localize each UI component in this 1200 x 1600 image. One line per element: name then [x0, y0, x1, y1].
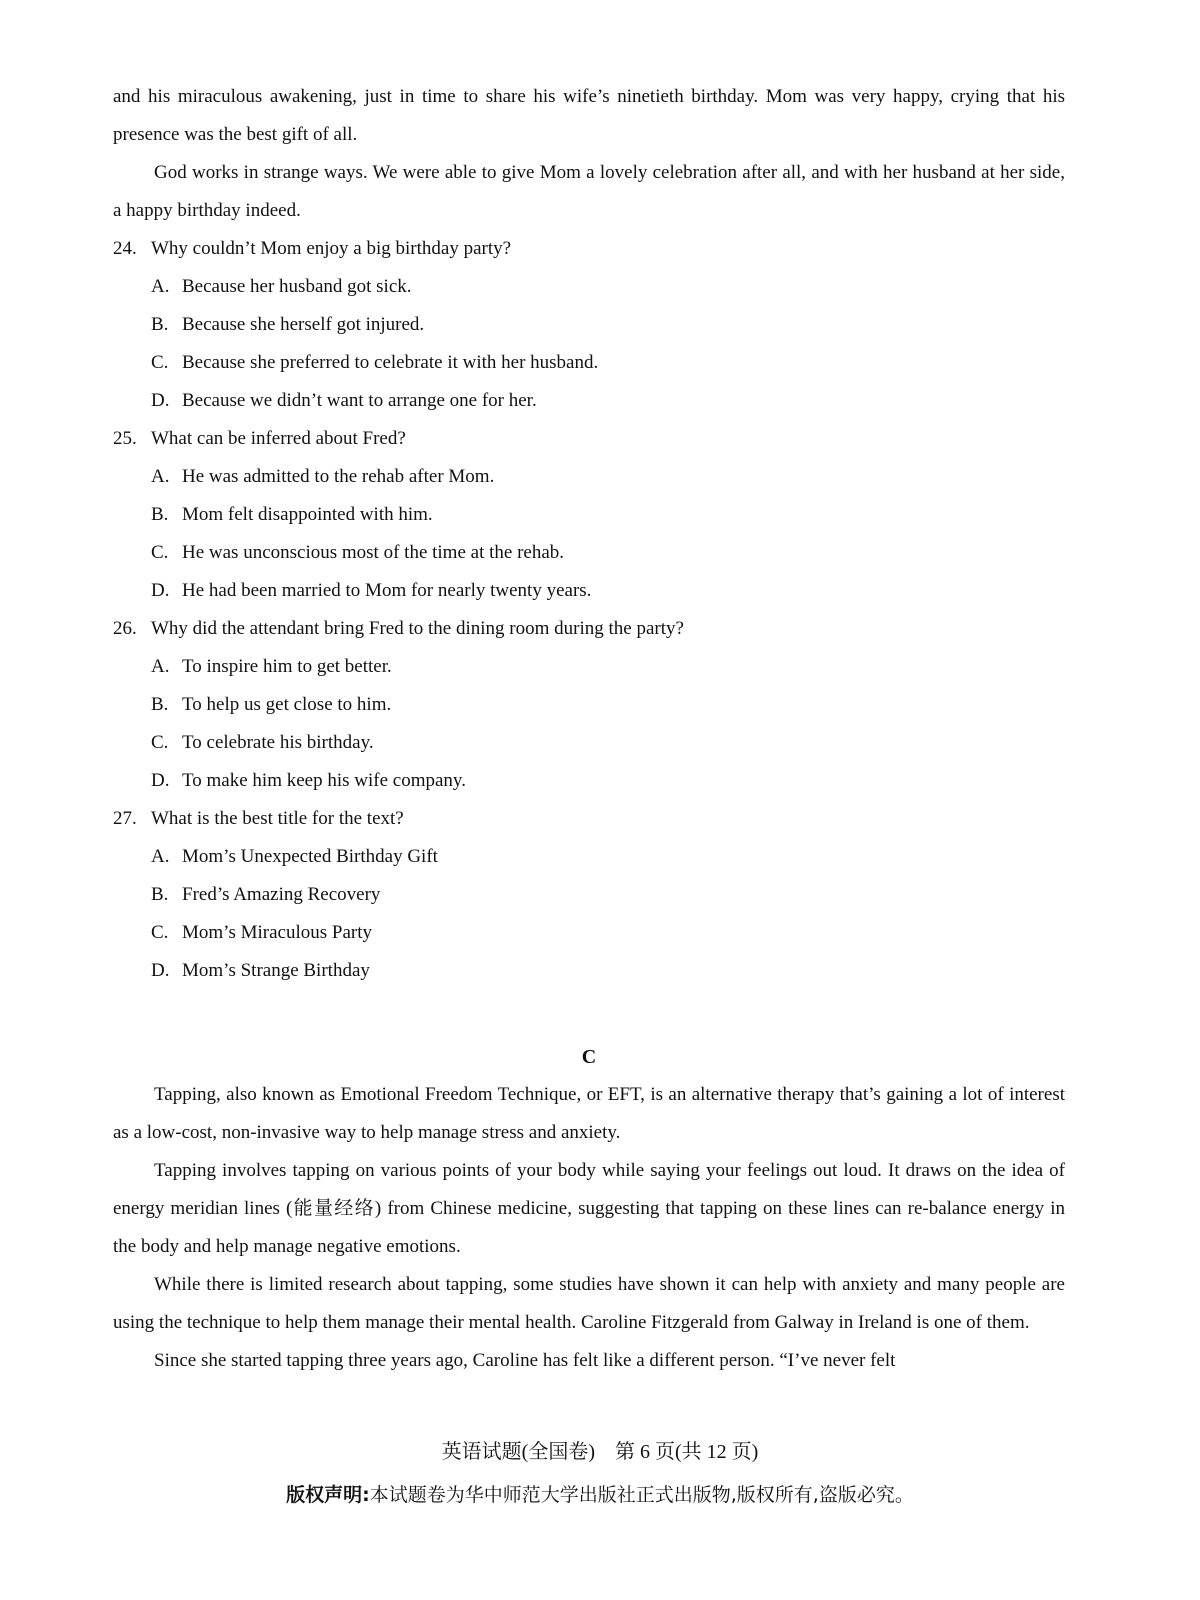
- question-24: [113, 230, 1065, 420]
- question-25: [113, 420, 1065, 610]
- section-title: C: [581, 1046, 597, 1068]
- option-d: [113, 762, 1065, 800]
- option-letter: B.: [151, 504, 169, 525]
- option-b: [113, 496, 1065, 534]
- question-text: Why did the attendant bring Fred to the dining room during the party?: [151, 618, 684, 639]
- option-text: Fred’s Amazing Recovery: [182, 884, 381, 905]
- question-text: What can be inferred about Fred?: [151, 428, 406, 449]
- copyright-text: 本试题卷为华中师范大学出版社正式出版物,版权所有,盗版必究。: [369, 1484, 914, 1506]
- question-text: Why couldn’t Mom enjoy a big birthday party?: [151, 238, 512, 259]
- option-text: Mom’s Unexpected Birthday Gift: [182, 846, 438, 867]
- option-c: [113, 534, 1065, 572]
- option-text: To help us get close to him.: [182, 694, 392, 715]
- option-letter: C.: [151, 732, 169, 753]
- option-b: [113, 306, 1065, 344]
- option-text: He was admitted to the rehab after Mom.: [182, 466, 495, 487]
- question-text: What is the best title for the text?: [151, 808, 404, 829]
- option-letter: A.: [151, 276, 170, 297]
- passage-paragraph: and his miraculous awakening, just in time to share his wife’s ninetieth birthday. Mom was very happy, crying that his presence was the best gift of all.: [113, 86, 1065, 145]
- passage-paragraph: Tapping, also known as Emotional Freedom Technique, or EFT, is an alternative therapy that’s gaining a lot of interest as a low-cost, non-invasive way to help manage stress and anxiety.: [113, 1084, 1065, 1143]
- option-text: Because we didn’t want to arrange one for her.: [182, 390, 537, 411]
- option-d: [113, 382, 1065, 420]
- copyright-label: 版权声明:: [286, 1484, 370, 1506]
- option-letter: D.: [151, 390, 170, 411]
- question-number: 26.: [113, 618, 137, 639]
- option-letter: B.: [151, 884, 169, 905]
- option-letter: C.: [151, 922, 169, 943]
- option-letter: D.: [151, 770, 170, 791]
- page-footer: 英语试题(全国卷) 第 6 页(共 12 页): [441, 1441, 759, 1463]
- option-a: [113, 838, 1065, 876]
- option-text: To celebrate his birthday.: [182, 732, 374, 753]
- option-c: [113, 724, 1065, 762]
- option-d: [113, 952, 1065, 990]
- option-letter: A.: [151, 466, 170, 487]
- passage-paragraph: While there is limited research about tapping, some studies have shown it can help with anxiety and many people are using the technique to help them manage their mental health. Caroline Fitzgerald from Galway in Ireland is one of them.: [113, 1274, 1065, 1333]
- option-letter: A.: [151, 656, 170, 677]
- option-text: To inspire him to get better.: [182, 656, 392, 677]
- option-c: [113, 914, 1065, 952]
- copyright-notice: [0, 1480, 1200, 1510]
- option-text: He had been married to Mom for nearly twenty years.: [182, 580, 592, 601]
- option-text: Mom’s Miraculous Party: [182, 922, 372, 943]
- passage-paragraph: Tapping involves tapping on various points of your body while saying your feelings out loud. It draws on the idea of energy meridian lines (能量经络) from Chinese medicine, suggesting that tapping on these lines can re-balance energy in the body and help manage negative emotions.: [113, 1160, 1065, 1257]
- passage-paragraph: Since she started tapping three years ago, Caroline has felt like a different person. “I’ve never felt: [154, 1350, 896, 1371]
- question-number: 27.: [113, 808, 137, 829]
- question-26: [113, 610, 1065, 800]
- option-b: [113, 686, 1065, 724]
- option-letter: B.: [151, 314, 169, 335]
- option-text: Because she herself got injured.: [182, 314, 425, 335]
- option-a: [113, 648, 1065, 686]
- option-b: [113, 876, 1065, 914]
- option-text: He was unconscious most of the time at the rehab.: [182, 542, 565, 563]
- option-letter: C.: [151, 542, 169, 563]
- option-text: Mom’s Strange Birthday: [182, 960, 370, 981]
- option-d: [113, 572, 1065, 610]
- option-letter: C.: [151, 352, 169, 373]
- option-text: Because she preferred to celebrate it with her husband.: [182, 352, 599, 373]
- passage-paragraph: God works in strange ways. We were able to give Mom a lovely celebration after all, and with her husband at her side, a happy birthday indeed.: [113, 162, 1065, 221]
- option-a: [113, 458, 1065, 496]
- option-text: To make him keep his wife company.: [182, 770, 466, 791]
- option-letter: B.: [151, 694, 169, 715]
- question-number: 25.: [113, 428, 137, 449]
- question-number: 24.: [113, 238, 137, 259]
- page-content: [113, 78, 1065, 1380]
- option-c: [113, 344, 1065, 382]
- option-letter: A.: [151, 846, 170, 867]
- option-a: [113, 268, 1065, 306]
- option-text: Mom felt disappointed with him.: [182, 504, 433, 525]
- option-text: Because her husband got sick.: [182, 276, 412, 297]
- question-27: [113, 800, 1065, 990]
- option-letter: D.: [151, 960, 170, 981]
- option-letter: D.: [151, 580, 170, 601]
